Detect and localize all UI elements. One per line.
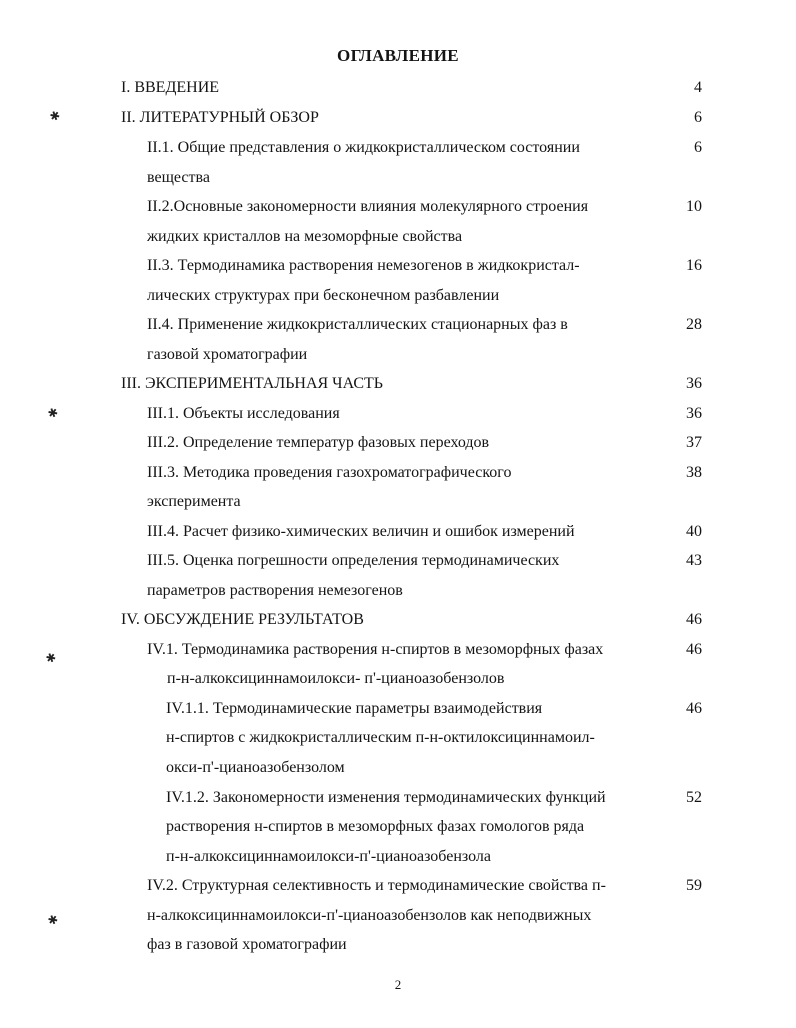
scan-mark-icon: ✱ [45,404,61,422]
toc-entry-text: п-н-алкоксициннамоилокси- п'-цианоазобензолов [167,670,505,687]
toc-page-number: 10 [686,198,702,215]
toc-entry-text: I. ВВЕДЕНИЕ [121,79,220,96]
toc-page-number: 46 [686,611,702,628]
toc-page-number: 16 [686,257,702,274]
toc-page-number: 36 [686,375,702,392]
toc-entry-text: III.1. Объекты исследования [147,405,340,422]
toc-page-number: 4 [694,79,702,96]
toc-entry-text: растворения н-спиртов в мезоморфных фазах гомологов ряда [166,818,585,835]
toc-page-number: 46 [686,641,702,658]
toc-entry-text: вещества [147,169,210,186]
toc-entry-text: IV.1. Термодинамика растворения н-спиртов в мезоморфных фазах [147,641,604,658]
toc-page-number: 46 [686,700,702,717]
toc-entry-text: II.1. Общие представления о жидкокристаллическом состоянии [147,139,580,156]
page-number: 2 [394,977,402,992]
toc-entry-text: III.5. Оценка погрешности определения термодинамических [147,552,560,569]
scan-mark-icon: ✱ [47,107,63,125]
toc-entry-text: II.3. Термодинамика растворения немезогенов в жидкокристал- [147,257,580,274]
toc-page-number: 37 [686,434,702,451]
toc-page-number: 59 [686,877,702,894]
toc-entry-text: IV.1.2. Закономерности изменения термодинамических функций [166,789,606,806]
page-title: ОГЛАВЛЕНИЕ [337,46,459,65]
toc-entry-text: II.4. Применение жидкокристаллических стационарных фаз в [147,316,568,333]
toc-page-number: 38 [686,464,702,481]
toc-page-number: 36 [686,405,702,422]
toc-entry-text: окси-п'-цианоазобензолом [166,759,345,776]
scan-mark-icon: ✱ [45,911,61,929]
toc-entry-text: IV. ОБСУЖДЕНИЕ РЕЗУЛЬТАТОВ [121,611,364,628]
toc-entry-text: III.2. Определение температур фазовых переходов [147,434,490,451]
toc-page-number: 52 [686,789,702,806]
toc-entry-text: параметров растворения немезогенов [147,582,403,599]
scan-mark-icon: ✱ [43,649,59,667]
toc-entry-text: II.2.Основные закономерности влияния молекулярного строения [147,198,589,215]
toc-entry-text: III.3. Методика проведения газохроматографического [147,464,512,481]
toc-entry-text: фаз в газовой хроматографии [147,936,347,953]
toc-entry-text: лических структурах при бесконечном разбавлении [147,287,500,304]
toc-entry-text: III.4. Расчет физико-химических величин и ошибок измерений [147,523,575,540]
toc-entry-text: III. ЭКСПЕРИМЕНТАЛЬНАЯ ЧАСТЬ [121,375,383,392]
toc-entry-text: н-спиртов с жидкокристаллическим п-н-октилоксициннамоил- [166,729,595,746]
toc-entry-text: IV.2. Структурная селективность и термодинамические свойства п- [147,877,606,894]
toc-entry-text: п-н-алкоксициннамоилокси-п'-цианоазобензола [166,848,491,865]
toc-entry-text: II. ЛИТЕРАТУРНЫЙ ОБЗОР [121,109,319,126]
toc-page-number: 6 [694,109,702,126]
toc-page-number: 28 [686,316,702,333]
toc-entry-text: IV.1.1. Термодинамические параметры взаимодействия [166,700,543,717]
toc-page-number: 43 [686,552,702,569]
toc-entry-text: н-алкоксициннамоилокси-п'-цианоазобензолов как неподвижных [147,907,592,924]
toc-entry-text: газовой хроматографии [147,346,308,363]
toc-page-number: 6 [694,139,702,156]
toc-entry-text: эксперимента [147,493,241,510]
toc-page-number: 40 [686,523,702,540]
toc-entry-text: жидких кристаллов на мезоморфные свойства [147,228,463,245]
